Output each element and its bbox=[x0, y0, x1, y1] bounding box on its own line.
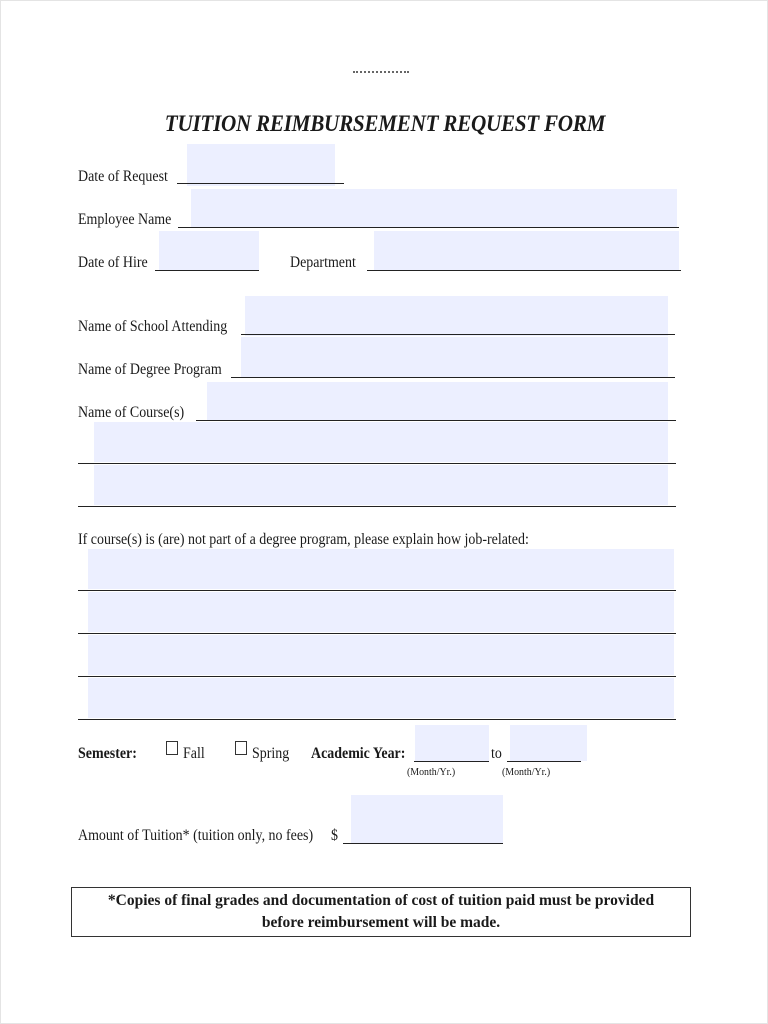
job-related-field-3[interactable] bbox=[88, 635, 674, 675]
academic-year-to-line bbox=[507, 761, 581, 762]
school-line bbox=[241, 334, 675, 335]
job-related-field-4[interactable] bbox=[88, 678, 674, 718]
date-of-request-label: Date of Request bbox=[78, 168, 168, 185]
school-field[interactable] bbox=[245, 296, 668, 336]
date-of-request-field[interactable] bbox=[187, 144, 335, 186]
academic-year-to-hint: (Month/Yr.) bbox=[502, 766, 551, 778]
job-related-label: If course(s) is (are) not part of a degree program, please explain how job-related: bbox=[78, 531, 529, 548]
academic-year-to-field[interactable] bbox=[510, 725, 587, 761]
employee-name-label: Employee Name bbox=[78, 211, 172, 228]
degree-label: Name of Degree Program bbox=[78, 361, 222, 378]
courses-field[interactable] bbox=[207, 382, 668, 420]
fall-checkbox[interactable] bbox=[166, 741, 178, 755]
courses-line-1 bbox=[196, 420, 676, 421]
to-label: to bbox=[491, 745, 502, 762]
courses-field-2[interactable] bbox=[94, 422, 668, 462]
department-line bbox=[367, 270, 681, 271]
reimbursement-notice bbox=[71, 887, 691, 937]
date-of-hire-line bbox=[155, 270, 259, 271]
tuition-amount-field[interactable] bbox=[351, 795, 503, 843]
job-related-field-1[interactable] bbox=[88, 549, 674, 589]
dollar-sign: $ bbox=[331, 827, 338, 844]
employee-name-field[interactable] bbox=[191, 189, 677, 227]
employee-name-line bbox=[178, 227, 679, 228]
job-related-line-3 bbox=[78, 676, 676, 677]
job-related-line-2 bbox=[78, 633, 676, 634]
date-of-hire-field[interactable] bbox=[159, 231, 259, 271]
academic-year-from-hint: (Month/Yr.) bbox=[407, 766, 456, 778]
job-related-line-4 bbox=[78, 719, 676, 720]
academic-year-from-line bbox=[414, 761, 489, 762]
form-title: TUITION REIMBURSEMENT REQUEST FORM bbox=[164, 111, 606, 136]
courses-line-2 bbox=[78, 463, 676, 464]
school-label: Name of School Attending bbox=[78, 318, 228, 335]
header-mark bbox=[353, 71, 409, 76]
courses-field-3[interactable] bbox=[94, 465, 668, 505]
notice-line-2: before reimbursement will be made. bbox=[261, 914, 501, 931]
department-field[interactable] bbox=[374, 231, 679, 271]
job-related-line-1 bbox=[78, 590, 676, 591]
spring-checkbox[interactable] bbox=[235, 741, 247, 755]
degree-field[interactable] bbox=[241, 337, 668, 377]
tuition-amount-line bbox=[343, 843, 503, 844]
department-label: Department bbox=[290, 254, 356, 271]
notice-line-1: *Copies of final grades and documentation of cost of tuition paid must be provided bbox=[107, 892, 655, 909]
tuition-amount-label: Amount of Tuition* (tuition only, no fees) bbox=[78, 827, 314, 844]
courses-label: Name of Course(s) bbox=[78, 404, 185, 421]
date-of-hire-label: Date of Hire bbox=[78, 254, 148, 271]
spring-label: Spring bbox=[252, 745, 290, 762]
semester-label: Semester: bbox=[78, 745, 137, 762]
fall-label: Fall bbox=[183, 745, 205, 762]
job-related-field-2[interactable] bbox=[88, 592, 674, 632]
academic-year-from-field[interactable] bbox=[415, 725, 489, 761]
date-of-request-line bbox=[177, 183, 344, 184]
degree-line bbox=[231, 377, 675, 378]
academic-year-label: Academic Year: bbox=[311, 745, 406, 762]
courses-line-3 bbox=[78, 506, 676, 507]
